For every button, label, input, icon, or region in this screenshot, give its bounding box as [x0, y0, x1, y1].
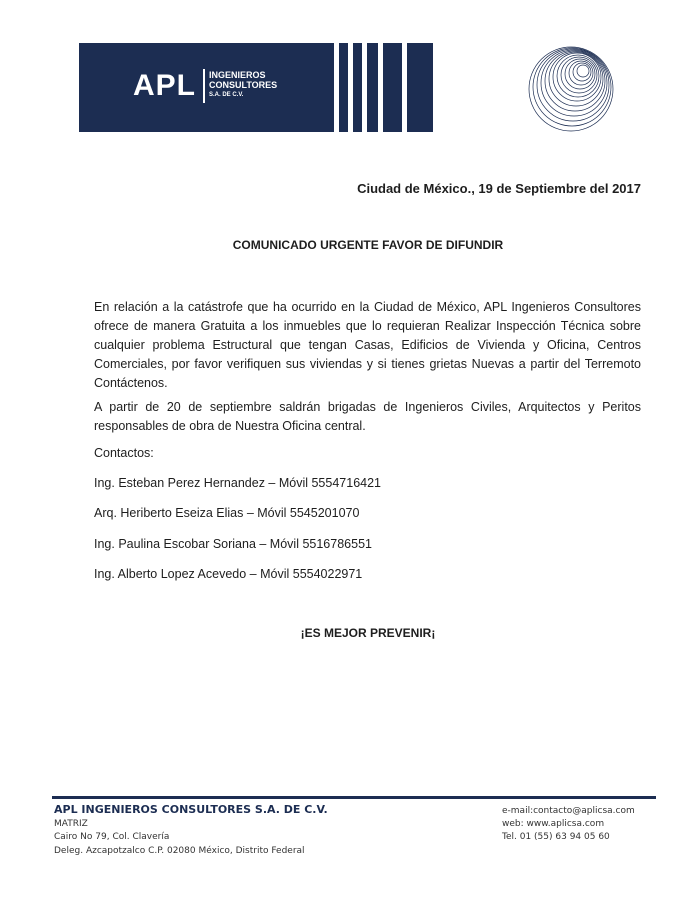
logo-company-name — [209, 70, 277, 100]
letterhead-banner — [79, 43, 433, 132]
footer-company-name: APL INGENIEROS CONSULTORES S.A. DE C.V. — [54, 803, 328, 816]
footer-office: MATRIZ — [54, 818, 88, 829]
body-paragraph-2: A partir de 20 de septiembre saldrán brigadas de Ingenieros Civiles, Arquitectos y Peritos responsables de obra de Nuestra Oficina central. — [94, 400, 641, 433]
contact-entry: Ing. Esteban Perez Hernandez – Móvil 5554716421 — [94, 476, 381, 490]
banner-stripe — [339, 43, 348, 132]
contact-entry: Ing. Paulina Escobar Soriana – Móvil 5516786551 — [94, 537, 372, 551]
logo-company-line2: CONSULTORES — [209, 80, 278, 90]
footer-address-block — [54, 803, 328, 858]
banner-stripe — [353, 43, 362, 132]
footer-divider — [52, 796, 656, 799]
footer-address-line2: Deleg. Azcapotzalco C.P. 02080 México, Distrito Federal — [54, 845, 305, 856]
logo-company-line1: INGENIEROS — [209, 70, 266, 80]
footer-contact-block — [502, 805, 635, 844]
banner-stripe — [407, 43, 433, 132]
letter-title: COMUNICADO URGENTE FAVOR DE DIFUNDIR — [232, 238, 504, 252]
banner-stripe — [367, 43, 378, 132]
apl-logo-text: APL — [133, 69, 196, 102]
footer-web: web: www.aplicsa.com — [502, 819, 605, 829]
contact-entry: Arq. Heriberto Eseiza Elias – Móvil 5545201070 — [94, 506, 360, 520]
footer-email: e-mail:contacto@aplicsa.com — [502, 806, 635, 816]
footer-phone: Tel. 01 (55) 63 94 05 60 — [502, 832, 610, 842]
contacts-label: Contactos: — [94, 446, 154, 460]
body-paragraph-1: En relación a la catástrofe que ha ocurrido en la Ciudad de México, APL Ingenieros Consultores ofrece de manera Gratuita a los inmuebles que lo requieran Realizar Inspección Técnica sobre cualquier problema Estructural que tengan Casas, Edificios de Vivienda y Oficina, Centros Comerciales, por favor verifiquen sus viviendas y si tienes grietas Nuevas a partir del Terremoto Contáctenos. — [94, 300, 641, 390]
contact-entry: Ing. Alberto Lopez Acevedo – Móvil 5554022971 — [94, 567, 363, 581]
logo-company-line3: S.A. DE C.V. — [209, 92, 244, 98]
concentric-circles-logo-icon — [527, 43, 615, 135]
letter-date: Ciudad de México., 19 de Septiembre del 2017 — [357, 181, 641, 196]
closing-slogan: ¡ES MEJOR PREVENIR¡ — [300, 626, 436, 640]
banner-stripe — [383, 43, 402, 132]
logo-divider — [203, 69, 205, 103]
footer-address-line1: Cairo No 79, Col. Clavería — [54, 832, 170, 842]
banner-block — [79, 43, 334, 132]
